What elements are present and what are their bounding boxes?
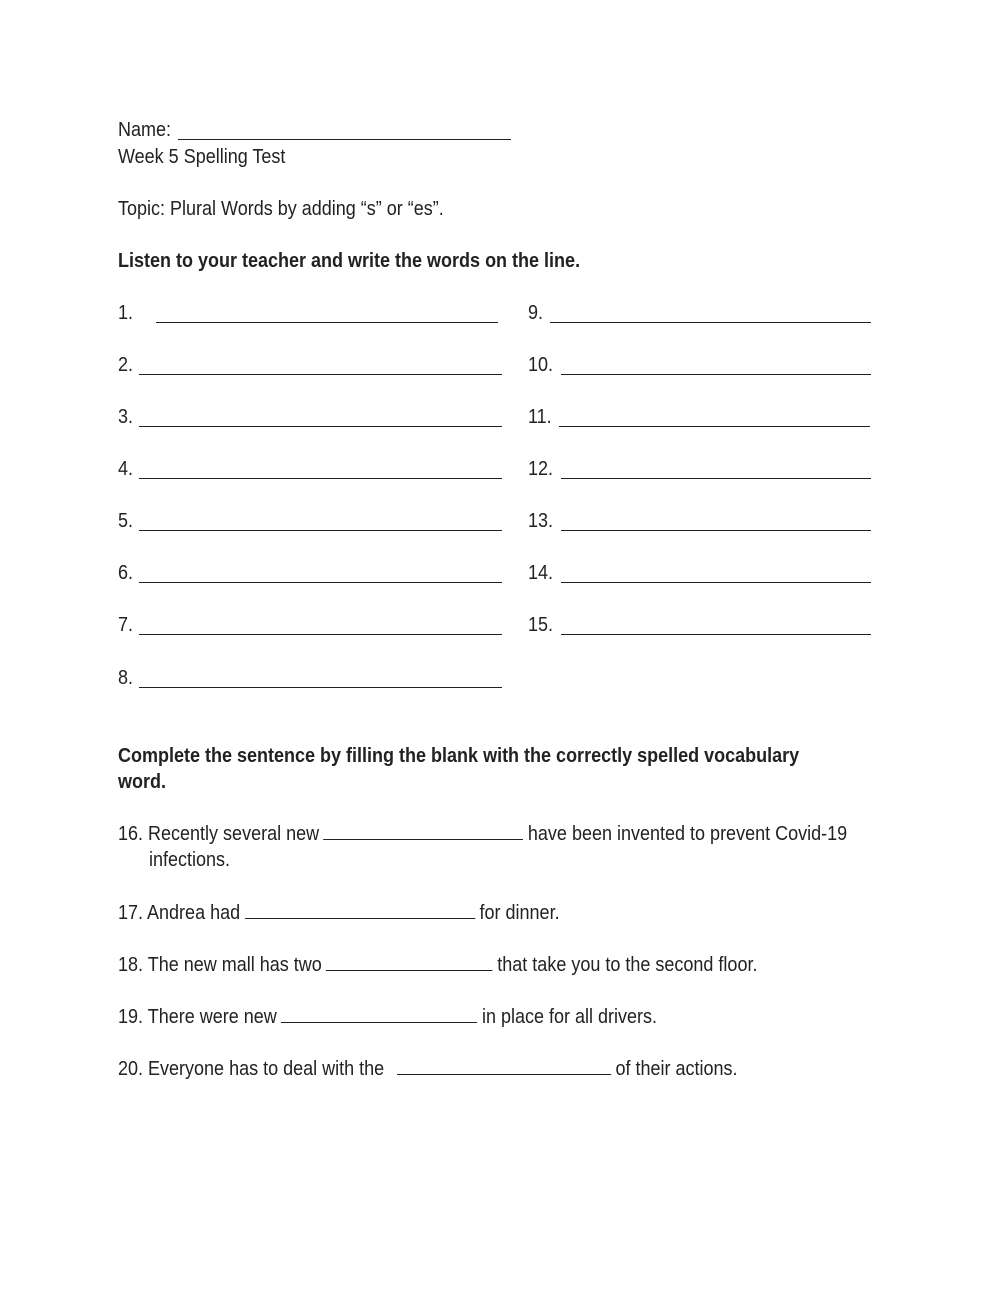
sentence-19-after: in place for all drivers.	[481, 1006, 658, 1028]
item-number-10: 10.	[528, 354, 554, 376]
item-number-3: 3.	[118, 406, 134, 428]
name-label: Name:	[118, 119, 172, 141]
sentence-18-before: 18. The new mall has two	[118, 954, 322, 976]
item-number-11: 11.	[528, 406, 552, 428]
sentence-16-after: have been invented to prevent Covid-19	[527, 823, 848, 845]
item-number-7: 7.	[118, 614, 134, 636]
item-number-13: 13.	[528, 510, 554, 532]
item-number-1: 1.	[118, 302, 134, 324]
item-number-14: 14.	[528, 562, 554, 584]
item-number-12: 12.	[528, 458, 554, 480]
answer-line-5[interactable]	[139, 530, 502, 531]
sentence-20-before: 20. Everyone has to deal with the	[118, 1058, 385, 1080]
answer-line-9[interactable]	[550, 322, 871, 323]
sentence-16	[118, 821, 847, 847]
blank-19[interactable]	[281, 1004, 477, 1023]
test-title: Week 5 Spelling Test	[118, 146, 286, 168]
item-number-15: 15.	[528, 614, 554, 636]
sentence-17-after: for dinner.	[479, 902, 560, 924]
sentence-19	[118, 1004, 657, 1030]
answer-line-3[interactable]	[139, 426, 502, 427]
section1-instruction: Listen to your teacher and write the words on the line.	[118, 250, 581, 272]
sentence-18-after: that take you to the second floor.	[497, 954, 758, 976]
blank-18[interactable]	[326, 952, 493, 971]
item-number-5: 5.	[118, 510, 134, 532]
item-number-4: 4.	[118, 458, 134, 480]
answer-line-10[interactable]	[561, 374, 871, 375]
answer-line-8[interactable]	[139, 687, 502, 688]
answer-line-14[interactable]	[561, 582, 871, 583]
sentence-20-after: of their actions.	[615, 1058, 738, 1080]
answer-line-11[interactable]	[559, 426, 870, 427]
answer-line-15[interactable]	[561, 634, 871, 635]
answer-line-13[interactable]	[561, 530, 871, 531]
sentence-20	[118, 1056, 738, 1082]
item-number-8: 8.	[118, 667, 134, 689]
sentence-18	[118, 952, 757, 978]
name-field[interactable]	[178, 139, 511, 140]
sentence-16-continuation: infections.	[149, 849, 231, 871]
answer-line-2[interactable]	[139, 374, 502, 375]
topic-line: Topic: Plural Words by adding “s” or “es”.	[118, 198, 444, 220]
item-number-6: 6.	[118, 562, 134, 584]
sentence-16-before: 16. Recently several new	[118, 823, 320, 845]
sentence-17	[118, 900, 560, 926]
blank-16[interactable]	[324, 821, 524, 840]
section2-instruction-line1: Complete the sentence by filling the blank with the correctly spelled vocabulary	[118, 745, 800, 767]
answer-line-6[interactable]	[139, 582, 502, 583]
item-number-2: 2.	[118, 354, 134, 376]
answer-line-12[interactable]	[561, 478, 871, 479]
blank-20[interactable]	[397, 1056, 611, 1075]
sentence-17-before: 17. Andrea had	[118, 902, 241, 924]
answer-line-7[interactable]	[139, 634, 502, 635]
item-number-9: 9.	[528, 302, 544, 324]
answer-line-4[interactable]	[139, 478, 502, 479]
blank-17[interactable]	[245, 900, 475, 919]
sentence-19-before: 19. There were new	[118, 1006, 277, 1028]
section2-instruction-line2: word.	[118, 771, 167, 793]
answer-line-1[interactable]	[156, 322, 498, 323]
